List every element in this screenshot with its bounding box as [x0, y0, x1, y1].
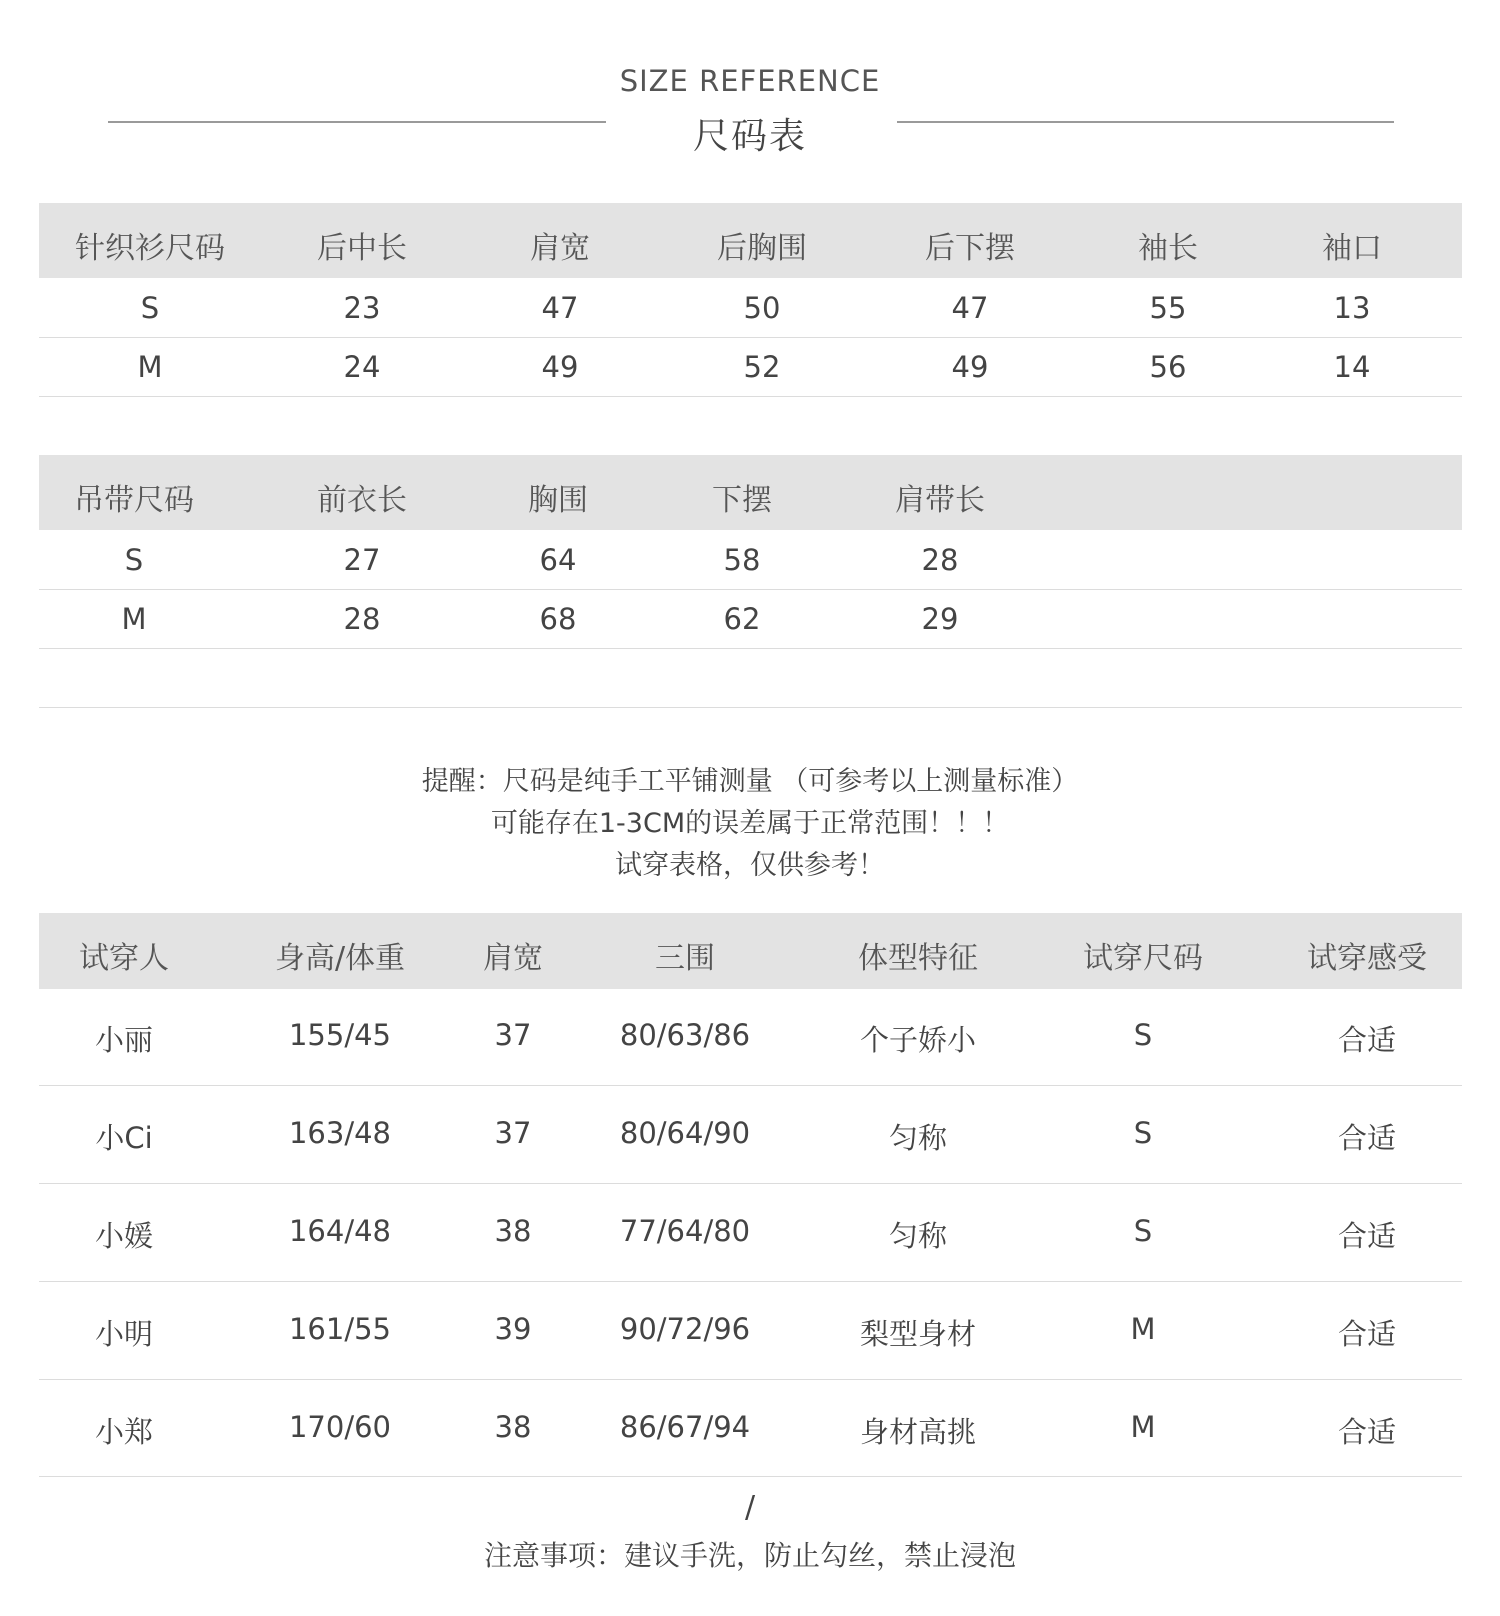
try-on-table-cell: 39: [494, 1312, 532, 1346]
knit-table-cell: 55: [1149, 291, 1187, 325]
try-on-table-cell: 80/64/90: [619, 1116, 751, 1150]
try-on-table-cell: 37: [494, 1116, 532, 1150]
knit-table-cell: S: [140, 291, 160, 325]
try-on-table-cell: 161/55: [288, 1312, 392, 1346]
try-on-table-cell: M: [1130, 1410, 1156, 1444]
knit-table-cell: 56: [1149, 350, 1187, 384]
try-on-header-cell: 身高/体重: [274, 941, 406, 976]
try-on-header-cell: 肩宽: [483, 941, 543, 976]
try-on-table-cell: 小媛: [94, 1219, 154, 1253]
cami-header-cell: 下摆: [712, 483, 772, 518]
try-on-header-cell: 试穿人: [79, 941, 169, 976]
cami-header-cell: 肩带长: [895, 483, 985, 518]
try-on-table-cell: 38: [494, 1410, 532, 1444]
cami-table-cell: S: [124, 543, 144, 577]
try-on-table-cell: 匀称: [888, 1121, 948, 1155]
cami-header-cell: 吊带尺码: [74, 483, 194, 518]
cami-table-cell: 64: [539, 543, 577, 577]
try-on-row-divider: [39, 1476, 1462, 1477]
cami-row-divider: [39, 589, 1462, 590]
cami-table-cell: 27: [343, 543, 381, 577]
try-on-table-cell: 匀称: [888, 1219, 948, 1253]
cami-table-cell: 28: [343, 602, 381, 636]
knit-row-divider: [39, 396, 1462, 397]
reminder-line-2: 可能存在1-3CM的误差属于正常范围！！！: [490, 808, 1010, 839]
knit-table-cell: 47: [951, 291, 989, 325]
try-on-table-cell: 37: [494, 1018, 532, 1052]
cami-table-cell: M: [121, 602, 147, 636]
try-on-table-cell: 164/48: [288, 1214, 392, 1248]
knit-header-cell: 针织衫尺码: [75, 231, 225, 266]
knit-table-cell: 52: [743, 350, 781, 384]
try-on-table-cell: 小郑: [94, 1415, 154, 1449]
cami-table-cell: 29: [921, 602, 959, 636]
try-on-header-cell: 试穿感受: [1307, 941, 1427, 976]
knit-header-cell: 后中长: [317, 231, 407, 266]
knit-table-cell: 23: [343, 291, 381, 325]
try-on-table-cell: S: [1133, 1116, 1153, 1150]
knit-table-cell: 49: [541, 350, 579, 384]
knit-row-divider: [39, 337, 1462, 338]
try-on-header-cell: 体型特征: [858, 941, 978, 976]
section-divider: [39, 707, 1462, 708]
title-english: SIZE REFERENCE: [619, 64, 881, 98]
knit-header-cell: 后胸围: [717, 231, 807, 266]
try-on-table-cell: 77/64/80: [619, 1214, 751, 1248]
try-on-table-cell: 合适: [1337, 1317, 1397, 1351]
cami-table-cell: 68: [539, 602, 577, 636]
title-chinese: 尺码表: [692, 116, 807, 157]
knit-header-cell: 袖口: [1322, 231, 1382, 266]
try-on-table-cell: 小明: [94, 1317, 154, 1351]
reminder-line-1: 提醒：尺码是纯手工平铺测量 （可参考以上测量标准）: [421, 766, 1079, 797]
knit-table-cell: M: [137, 350, 163, 384]
try-on-table-cell: S: [1133, 1018, 1153, 1052]
knit-table-cell: 47: [541, 291, 579, 325]
cami-table-cell: 62: [723, 602, 761, 636]
try-on-row-divider: [39, 1281, 1462, 1282]
try-on-table-cell: 个子娇小: [859, 1023, 977, 1057]
try-on-table-cell: 80/63/86: [619, 1018, 751, 1052]
try-on-table-header-band: [39, 913, 1462, 989]
cami-header-cell: 胸围: [528, 483, 588, 518]
try-on-table-cell: 合适: [1337, 1023, 1397, 1057]
try-on-row-divider: [39, 1379, 1462, 1380]
cami-header-cell: 前衣长: [317, 483, 407, 518]
try-on-table-cell: 小丽: [94, 1023, 154, 1057]
try-on-row-divider: [39, 1183, 1462, 1184]
try-on-table-cell: 90/72/96: [619, 1312, 751, 1346]
footer-slash: /: [744, 1490, 756, 1525]
cami-table-cell: 58: [723, 543, 761, 577]
reminder-line-3: 试穿表格，仅供参考！: [615, 850, 885, 881]
knit-header-cell: 肩宽: [530, 231, 590, 266]
try-on-table-cell: 小Ci: [95, 1121, 153, 1155]
try-on-table-cell: 合适: [1337, 1219, 1397, 1253]
try-on-table-cell: 合适: [1337, 1121, 1397, 1155]
care-note: 注意事项：建议手洗，防止勾丝，禁止浸泡: [483, 1539, 1016, 1572]
cami-table-cell: 28: [921, 543, 959, 577]
knit-table-cell: 49: [951, 350, 989, 384]
try-on-table-cell: 155/45: [288, 1018, 392, 1052]
try-on-table-cell: M: [1130, 1312, 1156, 1346]
try-on-table-cell: 163/48: [288, 1116, 392, 1150]
try-on-header-cell: 三围: [655, 941, 715, 976]
try-on-header-cell: 试穿尺码: [1083, 941, 1203, 976]
try-on-table-cell: 170/60: [288, 1410, 392, 1444]
try-on-table-cell: 梨型身材: [859, 1317, 977, 1351]
cami-row-divider: [39, 648, 1462, 649]
knit-table-cell: 14: [1333, 350, 1371, 384]
try-on-table-cell: 38: [494, 1214, 532, 1248]
try-on-table-cell: 合适: [1337, 1415, 1397, 1449]
knit-table-cell: 50: [743, 291, 781, 325]
knit-header-cell: 袖长: [1138, 231, 1198, 266]
try-on-row-divider: [39, 1085, 1462, 1086]
knit-table-cell: 13: [1333, 291, 1371, 325]
try-on-table-cell: S: [1133, 1214, 1153, 1248]
try-on-table-cell: 身材高挑: [859, 1415, 977, 1449]
knit-table-cell: 24: [343, 350, 381, 384]
try-on-table-cell: 86/67/94: [619, 1410, 751, 1444]
knit-header-cell: 后下摆: [925, 231, 1015, 266]
